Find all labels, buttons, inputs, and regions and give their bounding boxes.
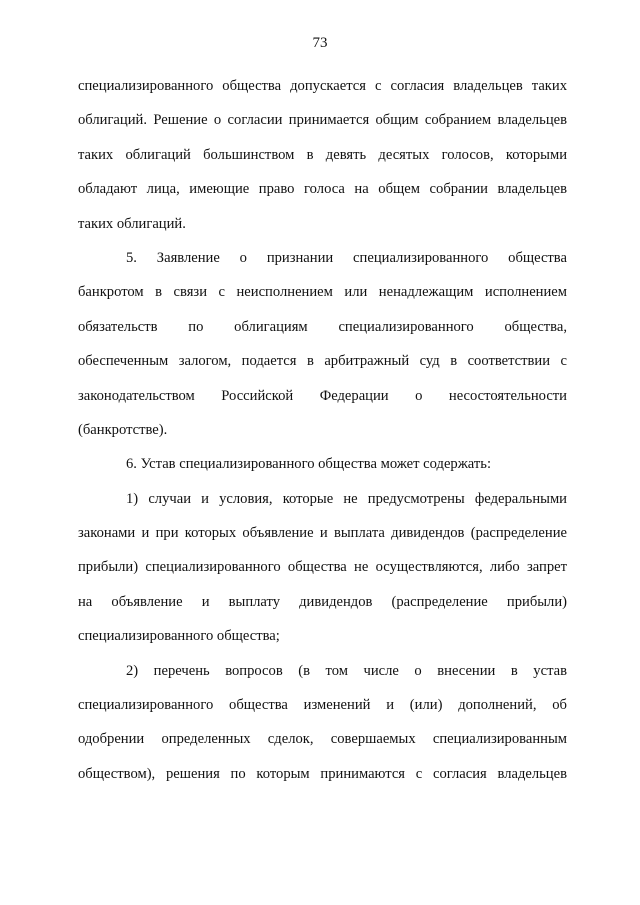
text-line: облигаций. Решение о согласии принимается общим собранием владельцев — [78, 112, 567, 129]
text-line: (банкротстве). — [78, 421, 168, 438]
text-line: прибыли) специализированного общества не осуществляются, либо запрет — [78, 559, 567, 576]
text-line: обеспеченным залогом, подается в арбитражный суд в соответствии с — [78, 353, 567, 370]
text-line: 5. Заявление о признании специализированного общества — [126, 249, 567, 266]
text-line: одобрении определенных сделок, совершаемых специализированным — [78, 731, 567, 748]
text-line: 6. Устав специализированного общества может содержать: — [126, 456, 491, 473]
page-number: 73 — [312, 35, 328, 51]
text-line: обладают лица, имеющие право голоса на общем собрании владельцев — [78, 181, 567, 198]
text-line: 2) перечень вопросов (в том числе о внесении в устав — [126, 662, 567, 679]
text-line: законодательством Российской Федерации о несостоятельности — [78, 387, 567, 404]
text-line: 1) случаи и условия, которые не предусмотрены федеральными — [126, 490, 567, 507]
text-line: обществом), решения по которым принимаются с согласия владельцев — [78, 765, 567, 782]
text-line: законами и при которых объявление и выплата дивидендов (распределение — [78, 525, 567, 542]
text-line: на объявление и выплату дивидендов (распределение прибыли) — [78, 593, 567, 610]
text-line: специализированного общества допускается с согласия владельцев таких — [78, 78, 567, 94]
paragraph — [78, 657, 567, 795]
text-line: таких облигаций. — [78, 215, 186, 232]
paragraph — [78, 485, 567, 657]
text-line: таких облигаций большинством в девять десятых голосов, которыми — [78, 146, 567, 163]
paragraph — [78, 244, 567, 450]
document-body — [78, 72, 567, 794]
text-line: банкротом в связи с неисполнением или ненадлежащим исполнением — [78, 284, 567, 301]
paragraph — [78, 72, 567, 244]
text-line: специализированного общества изменений и (или) дополнений, об — [78, 697, 567, 714]
paragraph — [78, 450, 567, 484]
text-line: обязательств по облигациям специализированного общества, — [78, 318, 567, 335]
text-line: специализированного общества; — [78, 628, 280, 645]
